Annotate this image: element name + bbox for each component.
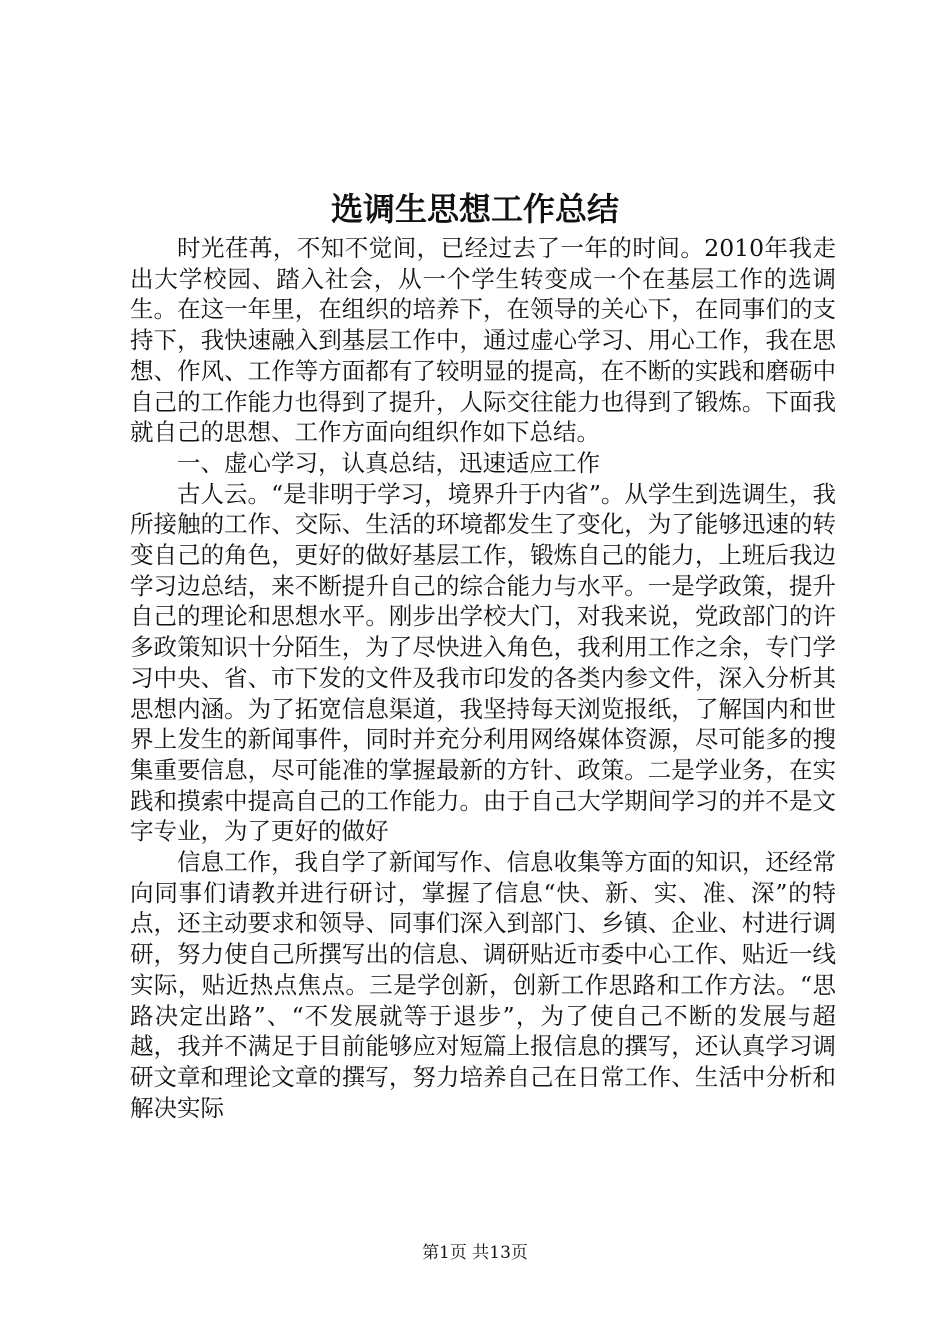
- section-heading: 一、虚心学习，认真总结，迅速适应工作: [177, 448, 600, 477]
- paragraph-intro: 时光荏苒，不知不觉间，已经过去了一年的时间。2010年我走出大学校园、踏入社会，从一个学生转变成一个在基层工作的选调生。在这一年里，在组织的培养下，在领导的关心下，在同事们的支持下，我快速融入到基层工作中，通过虚心学习、用心工作，我在思想、作风、工作等方面都有了较明显的提高，在不断的实践和磨砺中自己的工作能力也得到了提升，人际交往能力也得到了锻炼。下面我就自己的思想、工作方面向组织作如下总结。: [130, 234, 836, 447]
- page-number-footer: 第1页 共13页: [422, 1243, 528, 1263]
- paragraph-study: 古人云。“是非明于学习，境界升于内省”。从学生到选调生，我所接触的工作、交际、生活的环境都发生了变化，为了能够迅速的转变自己的角色，更好的做好基层工作，锻炼自己的能力，上班后我边学习边总结，来不断提升自己的综合能力与水平。一是学政策，提升自己的理论和思想水平。刚步出学校大门，对我来说，党政部门的许多政策知识十分陌生，为了尽快进入角色，我利用工作之余，专门学习中央、省、市下发的文件及我市印发的各类内参文件，深入分析其思想内涵。为了拓宽信息渠道，我坚持每天浏览报纸，了解国内和世界上发生的新闻事件，同时并充分利用网络媒体资源，尽可能多的搜集重要信息，尽可能准的掌握最新的方针、政策。二是学业务，在实践和摸索中提高自己的工作能力。由于自己大学期间学习的并不是文字专业，为了更好的做好: [130, 479, 836, 846]
- document-body: [130, 233, 836, 1123]
- document-title: 选调生思想工作总结: [330, 190, 619, 228]
- paragraph-information-work: 信息工作，我自学了新闻写作、信息收集等方面的知识，还经常向同事们请教并进行研讨，掌握了信息“快、新、实、准、深”的特点，还主动要求和领导、同事们深入到部门、乡镇、企业、村进行调研，努力使自己所撰写出的信息、调研贴近市委中心工作、贴近一线实际，贴近热点焦点。三是学创新，创新工作思路和工作方法。“思路决定出路”、“不发展就等于退步”，为了使自己不断的发展与超越，我并不满足于目前能够应对短篇上报信息的撰写，还认真学习调研文章和理论文章的撰写，努力培养自己在日常工作、生活中分析和解决实际: [130, 848, 836, 1122]
